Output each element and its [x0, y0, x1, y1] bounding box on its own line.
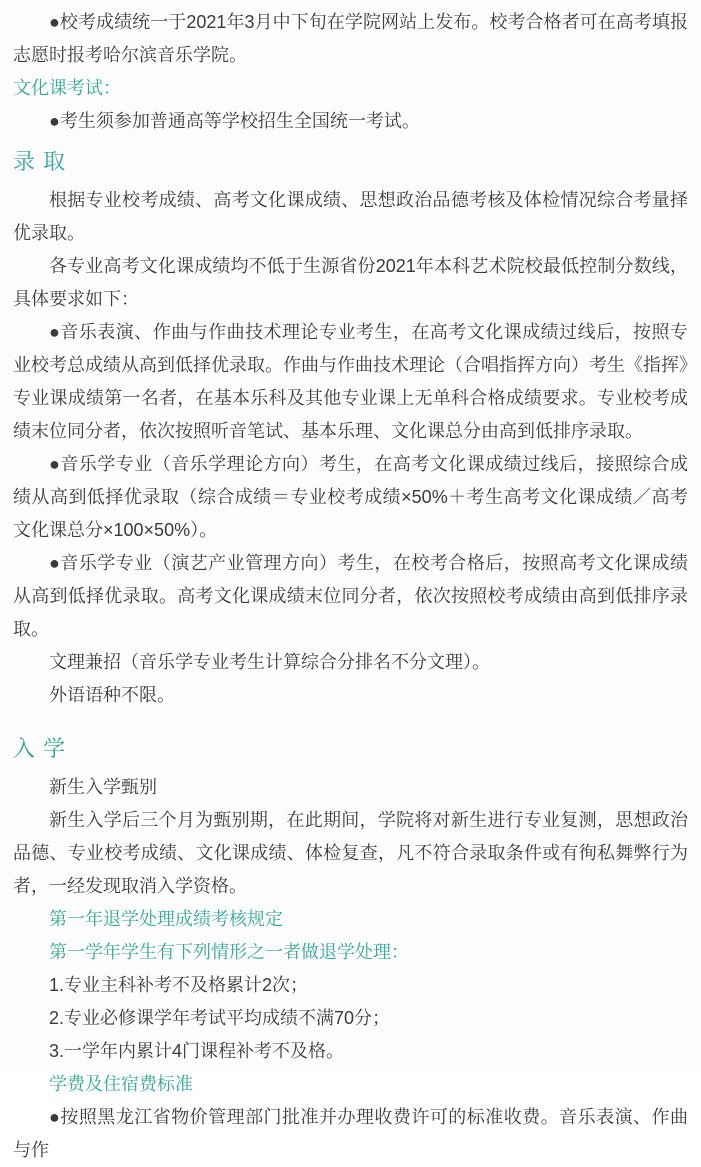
- subheading-first-year-rule: 第一年退学处理成绩考核规定: [49, 909, 283, 929]
- paragraph-musicology-management-rule: ●音乐学专业（演艺产业管理方向）考生，在校考合格后，按照高考文化课成绩从高到低择优录取。高考文化课成绩末位同分者，依次按照校考成绩由高到低排序录取。: [13, 553, 688, 639]
- paragraph-arts-science-mix: 文理兼招（音乐学专业考生计算综合分排名不分文理）。: [49, 652, 490, 672]
- subheading-tuition-standard: 学费及住宿费标准: [49, 1074, 193, 1094]
- paragraph-foreign-language: 外语语种不限。: [49, 685, 175, 705]
- paragraph-freshman-screening-title: 新生入学甄别: [49, 777, 157, 797]
- subheading-dismissal-conditions: 第一学年学生有下列情形之一者做退学处理：: [49, 942, 409, 962]
- paragraph-musicology-theory-rule: ●音乐学专业（音乐学理论方向）考生，在高考文化课成绩过线后，接照综合成绩从高到低择优录取（综合成绩＝专业校考成绩×50%＋考生高考文化课成绩／高考文化课总分×100×50%）。: [13, 454, 688, 540]
- section-heading-admission: 录 取: [13, 149, 67, 174]
- paragraph-admission-principle: 根据专业校考成绩、高考文化课成绩、思想政治品德考核及体检情况综合考量择优录取。: [13, 190, 688, 243]
- list-item-dismissal-3: 3.一学年内累计4门课程补考不及格。: [49, 1041, 345, 1061]
- paragraph-exam-results-release: ●校考成绩统一于2021年3月中下旬在学院网站上发布。校考合格者可在高考填报志愿时报考哈尔滨音乐学院。: [13, 12, 688, 65]
- paragraph-tuition-detail: ●按照黑龙江省物价管理部门批准并办理收费许可的标准收费。音乐表演、作曲与作: [13, 1107, 688, 1160]
- section-heading-enrollment: 入 学: [13, 736, 67, 761]
- subheading-culture-exam: 文化课考试：: [13, 78, 121, 98]
- list-item-dismissal-2: 2.专业必修课学年考试平均成绩不满70分；: [49, 1008, 391, 1028]
- paragraph-freshman-screening-detail: 新生入学后三个月为甄别期，在此期间，学院将对新生进行专业复测，思想政治品德、专业校考成绩、文化课成绩、体检复查，凡不符合录取条件或有徇私舞弊行为者，一经发现取消入学资格。: [13, 810, 688, 896]
- paragraph-music-performance-rule: ●音乐表演、作曲与作曲技术理论专业考生，在高考文化课成绩过线后，按照专业校考总成绩从高到低择优录取。作曲与作曲技术理论（合唱指挥方向）考生《指挥》专业课成绩第一名者，在基本乐科及其他专业课上无单科合格成绩要求。专业校考成绩末位同分者，依次按照听音笔试、基本乐理、文化课总分由高到低排序录取。: [13, 322, 688, 441]
- paragraph-national-exam: ●考生须参加普通高等学校招生全国统一考试。: [49, 111, 420, 131]
- paragraph-score-line-requirement: 各专业高考文化课成绩均不低于生源省份2021年本科艺术院校最低控制分数线，具体要求如下：: [13, 256, 688, 309]
- list-item-dismissal-1: 1.专业主科补考不及格累计2次；: [49, 975, 309, 995]
